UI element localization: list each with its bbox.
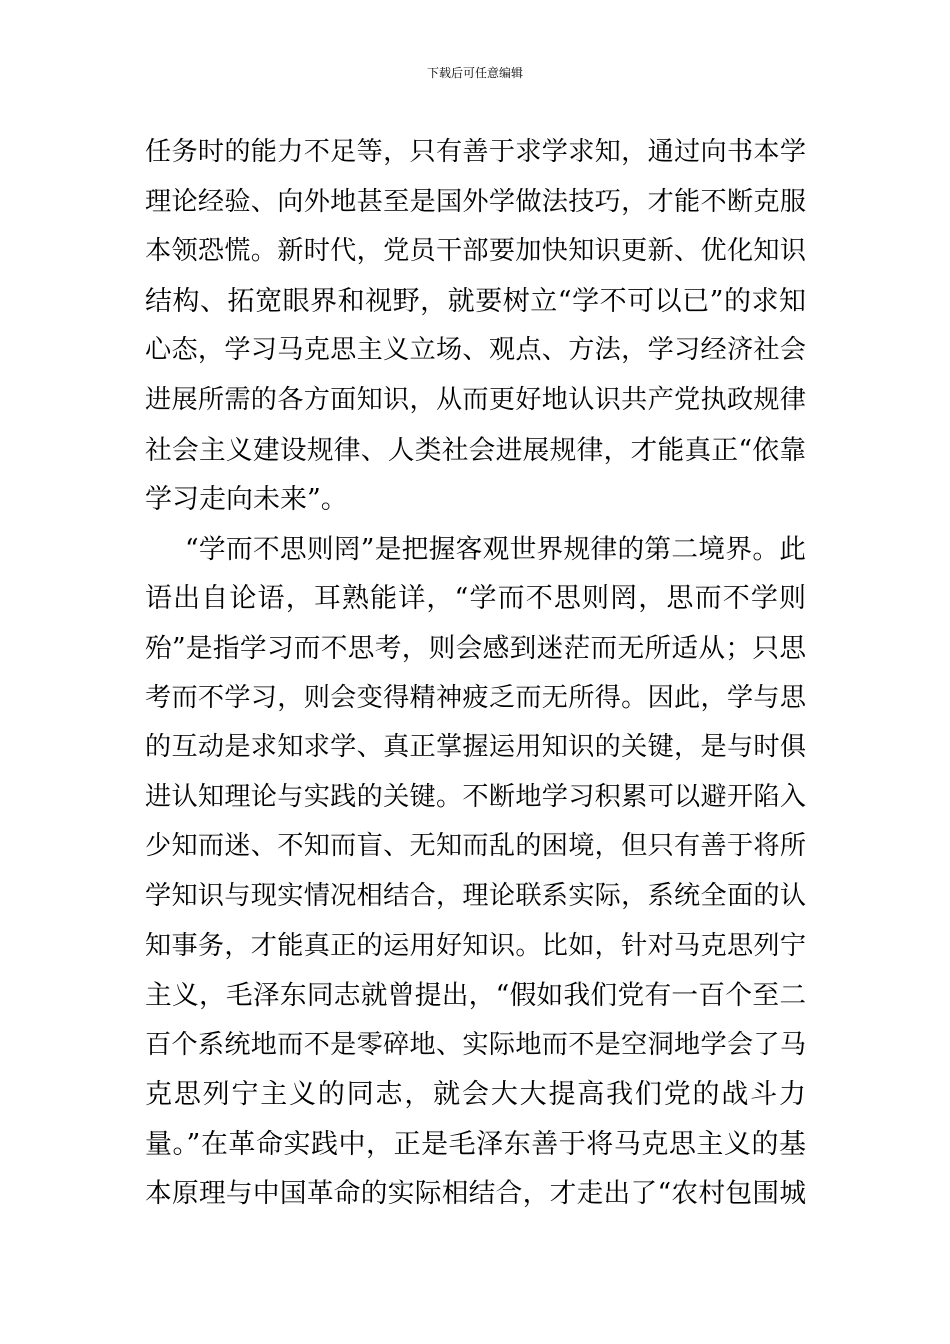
text-line: 社会主义建设规律、人类社会进展规律，才能真正“依靠 <box>145 434 806 466</box>
text-line: 百个系统地而不是零碎地、实际地而不是空洞地学会了马 <box>145 1029 806 1060</box>
text-line: 本领恐慌。新时代，党员干部要加快知识更新、优化知识 <box>145 236 806 267</box>
body-text <box>145 128 806 1219</box>
text-line: 的互动是求知求学、真正掌握运用知识的关键，是与时俱 <box>145 732 806 763</box>
text-line: 结构、拓宽眼界和视野，就要树立“学不可以已”的求知 <box>145 285 806 317</box>
text-line: 少知而迷、不知而盲、无知而乱的困境，但只有善于将所 <box>145 831 806 862</box>
text-line: 学知识与现实情况相结合，理论联系实际，系统全面的认 <box>145 880 806 911</box>
text-line: 考而不学习，则会变得精神疲乏而无所得。因此，学与思 <box>145 682 806 713</box>
text-line: 任务时的能力不足等，只有善于求学求知，通过向书本学 <box>145 137 806 167</box>
text-line: 进认知理论与实践的关键。不断地学习积累可以避开陷入 <box>145 781 806 812</box>
text-line: 理论经验、向外地甚至是国外学做法技巧，才能不断克服 <box>145 186 806 217</box>
page-header: 下载后可任意编辑 <box>426 66 523 80</box>
text-line: 知事务，才能真正的运用好知识。比如，针对马克思列宁 <box>145 930 806 961</box>
text-line: 学习走向未来”。 <box>145 484 348 516</box>
text-line: 语出自论语，耳熟能详，“学而不思则罔，思而不学则 <box>145 583 806 615</box>
text-line: 进展所需的各方面知识，从而更好地认识共产党执政规律 <box>145 384 806 415</box>
text-line: “学而不思则罔”是把握客观世界规律的第二境界。此 <box>185 533 806 565</box>
text-line: 本原理与中国革命的实际相结合，才走出了“农村包围城 <box>145 1178 806 1210</box>
text-line: 量。”在革命实践中，正是毛泽东善于将马克思主义的基 <box>145 1128 806 1160</box>
text-line: 主义，毛泽东同志就曾提出，“假如我们党有一百个至二 <box>145 980 806 1012</box>
text-line: 心态，学习马克思主义立场、观点、方法，学习经济社会 <box>145 335 806 366</box>
text-line: 殆”是指学习而不思考，则会感到迷茫而无所适从；只思 <box>145 632 806 664</box>
text-line: 克思列宁主义的同志，就会大大提高我们党的战斗力 <box>145 1079 806 1111</box>
